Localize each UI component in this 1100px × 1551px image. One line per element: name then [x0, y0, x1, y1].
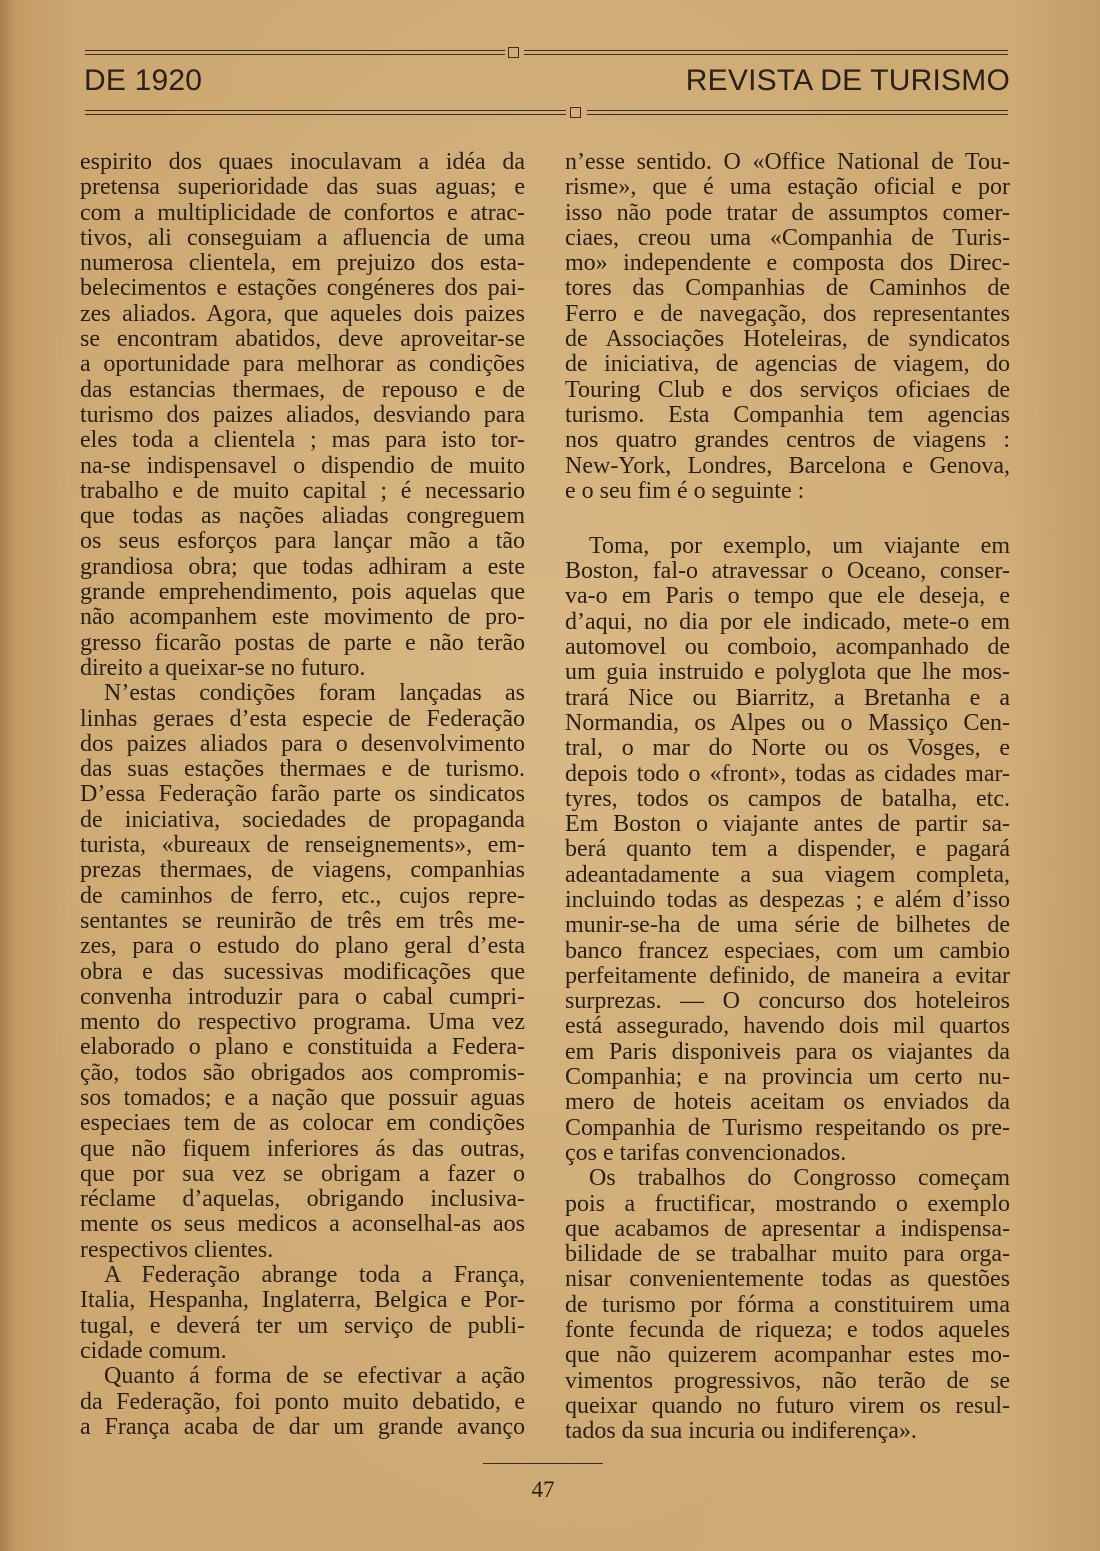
text-line: isso não pode tratar de assumptos comer-: [565, 200, 1010, 226]
text-line: Boston, fal-o atravessar o Oceano, conser-: [565, 559, 1010, 585]
header-title: REVISTA DE TURISMO: [685, 64, 1010, 97]
text-line: surprezas. — O concurso dos hoteleiros: [565, 989, 1010, 1015]
text-line: de Associações Hoteleiras, de syndicatos: [565, 327, 1010, 353]
text-line: mo» independente e composta dos Direc-: [565, 251, 1010, 277]
paragraph: [565, 534, 1010, 1166]
text-line: respectivos clientes.: [80, 1237, 274, 1263]
header-date: DE 1920: [84, 64, 203, 97]
text-line: sentantes se reunirão de três em três me-: [80, 908, 525, 934]
text-line: e o seu fim é o seguinte :: [565, 478, 805, 504]
text-line: a França acaba de dar um grande avanço: [80, 1414, 525, 1440]
text-line: queixar quando no futuro virem os resul-: [565, 1393, 1010, 1419]
text-line: que todas as nações aliadas congreguem: [80, 504, 525, 530]
paragraph: [80, 681, 525, 1263]
header-rule-top-right: [524, 50, 1008, 55]
text-line: mento do respectivo programa. Uma vez: [80, 1010, 525, 1036]
text-line: gresso ficarão postas de parte e não terão: [80, 630, 525, 656]
text-line: turismo. Esta Companhia tem agencias: [565, 402, 1010, 428]
text-line: Em Boston o viajante antes de partir sa-: [565, 812, 1010, 838]
text-line: belecimentos e estações congéneres dos pai-: [80, 276, 525, 302]
text-line: vimentos progressivos, não terão de se: [565, 1368, 1010, 1394]
text-line: está assegurado, havendo dois mil quartos: [565, 1014, 1010, 1040]
text-line: linhas geraes d’esta especie de Federação: [80, 706, 525, 732]
text-line: com a multiplicidade de confortos e atrac-: [80, 200, 525, 226]
text-line: que por sua vez se obrigam a fazer o: [80, 1161, 525, 1187]
text-line: tores das Companhias de Caminhos de: [565, 276, 1010, 302]
text-line: N’estas condições foram lançadas as: [104, 681, 525, 707]
paragraph: [80, 1364, 525, 1440]
text-line: ção, todos são obrigados aos compromis-: [80, 1060, 525, 1086]
paragraph: [80, 150, 525, 681]
text-line: mero de hoteis aceitam os enviados da: [565, 1090, 1010, 1116]
text-line: perfeitamente definido, de maneira a evitar: [565, 963, 1010, 989]
text-line: que não quizerem acompanhar estes mo-: [565, 1343, 1010, 1369]
text-line: nos quatro grandes centros de viagens :: [565, 428, 1010, 454]
text-line: se encontram abatidos, deve aproveitar-se: [80, 327, 525, 353]
paragraph: [565, 150, 1010, 504]
text-line: Quanto á forma de se efectivar a ação: [104, 1364, 525, 1390]
text-line: dos paizes aliados para o desenvolvimento: [80, 731, 525, 757]
text-line: Normandia, os Alpes ou o Massiço Cen-: [565, 710, 1010, 736]
text-line: um guia instruido e polyglota que lhe mos-: [565, 660, 1010, 686]
square-ornament-icon: [508, 47, 519, 58]
text-line: obra e das sucessivas modificações que: [80, 959, 525, 985]
text-line: A Federação abrange toda a França,: [104, 1263, 525, 1289]
text-line: Toma, por exemplo, um viajante em: [589, 533, 1010, 559]
text-line: tugal, e deverá ter um serviço de publi-: [80, 1313, 525, 1339]
text-line: de iniciativa, sociedades de propaganda: [80, 807, 525, 833]
text-line: elaborado o plano e constituida a Federa-: [80, 1035, 525, 1061]
text-line: pretensa superioridade das suas aguas; e: [80, 175, 525, 201]
text-line: não acompanhem este movimento de pro-: [80, 605, 525, 631]
header-rule-top-left: [85, 50, 505, 55]
text-line: das estancias thermaes, de repouso e de: [80, 377, 525, 403]
text-line: va-o em Paris o tempo que ele deseja, e: [565, 584, 1010, 610]
text-line: banco francez especiaes, com um cambio: [565, 938, 1010, 964]
text-line: n’esse sentido. O «Office National de Tou-: [565, 150, 1010, 175]
text-line: nisar convenientemente todas as questões: [565, 1267, 1010, 1293]
text-line: Companhia de Turismo respeitando os pre-: [565, 1115, 1010, 1141]
text-line: D’essa Federação farão parte os sindicatos: [80, 782, 525, 808]
text-line: de caminhos de ferro, etc., cujos repre-: [80, 883, 525, 909]
square-ornament-icon: [570, 107, 581, 118]
text-line: ciaes, creou uma «Companhia de Turis-: [565, 225, 1010, 251]
text-line: eles toda a clientela ; mas para isto tor-: [80, 428, 525, 454]
text-line: cidade comum.: [80, 1338, 227, 1364]
text-line: Italia, Hespanha, Inglaterra, Belgica e Por-: [80, 1288, 525, 1314]
text-line: réclame d’aquelas, obrigando inclusiva-: [80, 1187, 525, 1213]
text-line: que acabamos de apresentar a indispensa-: [565, 1216, 1010, 1242]
text-line: turismo dos paizes aliados, desviando para: [80, 402, 525, 428]
text-line: adeantadamente a sua viagem completa,: [565, 862, 1010, 888]
text-line: incluindo todas as despezas ; e além d’isso: [565, 888, 1010, 913]
text-line: numerosa clientela, em prejuizo dos esta-: [80, 251, 525, 277]
text-line: grande emprehendimento, pois aquelas que: [80, 580, 525, 606]
text-line: Os trabalhos do Congrosso começam: [589, 1166, 1010, 1192]
text-line: depois todo o «front», todas as cidades mar-: [565, 761, 1010, 787]
text-line: tivos, ali conseguiam a afluencia de uma: [80, 225, 525, 251]
text-line: prezas thermaes, de viagens, companhias: [80, 858, 525, 884]
text-line: especiaes tem de as colocar em condições: [80, 1111, 525, 1137]
text-line: mente os seus medicos a aconselhal-as aos: [80, 1212, 525, 1238]
right-column: [565, 150, 1010, 1445]
header-rule-bottom-right: [587, 110, 1008, 115]
footer-rule: [483, 1463, 603, 1464]
text-line: munir-se-ha de uma série de bilhetes de: [565, 913, 1010, 939]
text-line: os seus esforços para lançar mão a tão: [80, 529, 525, 555]
text-line: que não fiquem inferiores ás das outras,: [80, 1136, 525, 1162]
text-line: espirito dos quaes inoculavam a idéa da: [80, 150, 525, 175]
text-line: em Paris disponiveis para os viajantes da: [565, 1039, 1010, 1065]
text-line: da Federação, foi ponto muito debatido, e: [80, 1389, 525, 1415]
text-line: grandiosa obra; que todas adhiram a este: [80, 554, 525, 580]
text-line: risme», que é uma estação oficial e por: [565, 175, 1010, 201]
text-line: trabalho e de muito capital ; é necessario: [80, 478, 525, 504]
text-line: d’aqui, no dia por ele indicado, mete-o em: [565, 609, 1010, 635]
text-line: de iniciativa, de agencias de viagem, do: [565, 352, 1010, 378]
text-line: zes, para o estudo do plano geral d’esta: [80, 934, 525, 960]
text-line: turista, «bureaux de renseignements», em-: [80, 833, 525, 859]
text-line: na-se indispensavel o dispendio de muito: [80, 453, 525, 479]
text-line: direito a queixar-se no futuro.: [80, 655, 366, 681]
text-line: tral, o mar do Norte ou os Vosges, e: [565, 736, 1010, 762]
text-line: pois a fructificar, mostrando o exemplo: [565, 1191, 1010, 1217]
text-line: ços e tarifas convencionados.: [565, 1140, 847, 1166]
text-line: tyres, todos os campos de batalha, etc.: [565, 786, 1010, 812]
text-line: Companhia; e na provincia um certo nu-: [565, 1065, 1010, 1091]
text-line: convenha introduzir para o cabal cumpri-: [80, 984, 525, 1010]
text-line: Ferro e de navegação, dos representantes: [565, 301, 1010, 327]
text-line: zes aliados. Agora, que aqueles dois paizes: [80, 301, 525, 327]
page-number: 47: [531, 1477, 555, 1502]
text-line: das suas estações thermaes e de turismo.: [80, 757, 525, 783]
paragraph: [80, 1263, 525, 1364]
text-line: berá quanto tem a dispender, e pagará: [565, 837, 1010, 863]
text-line: bilidade de se trabalhar muito para orga-: [565, 1242, 1010, 1268]
paragraph: [565, 1166, 1010, 1444]
text-line: tados da sua incuria ou indiferença».: [565, 1419, 917, 1445]
text-line: a oportunidade para melhorar as condições: [80, 352, 525, 378]
header-rule-bottom-left: [85, 110, 566, 115]
text-line: fonte fecunda de riqueza; e todos aqueles: [565, 1318, 1010, 1344]
text-line: de turismo por fórma a constituirem uma: [565, 1292, 1010, 1318]
text-line: sos tomados; e a nação que possuir aguas: [80, 1085, 525, 1111]
text-line: trará Nice ou Biarritz, a Bretanha e a: [565, 685, 1010, 711]
text-line: Touring Club e dos serviços oficiaes de: [565, 377, 1010, 403]
left-column: [80, 150, 525, 1440]
text-line: automovel ou comboio, acompanhado de: [565, 635, 1010, 661]
text-line: New-York, Londres, Barcelona e Genova,: [565, 453, 1010, 479]
